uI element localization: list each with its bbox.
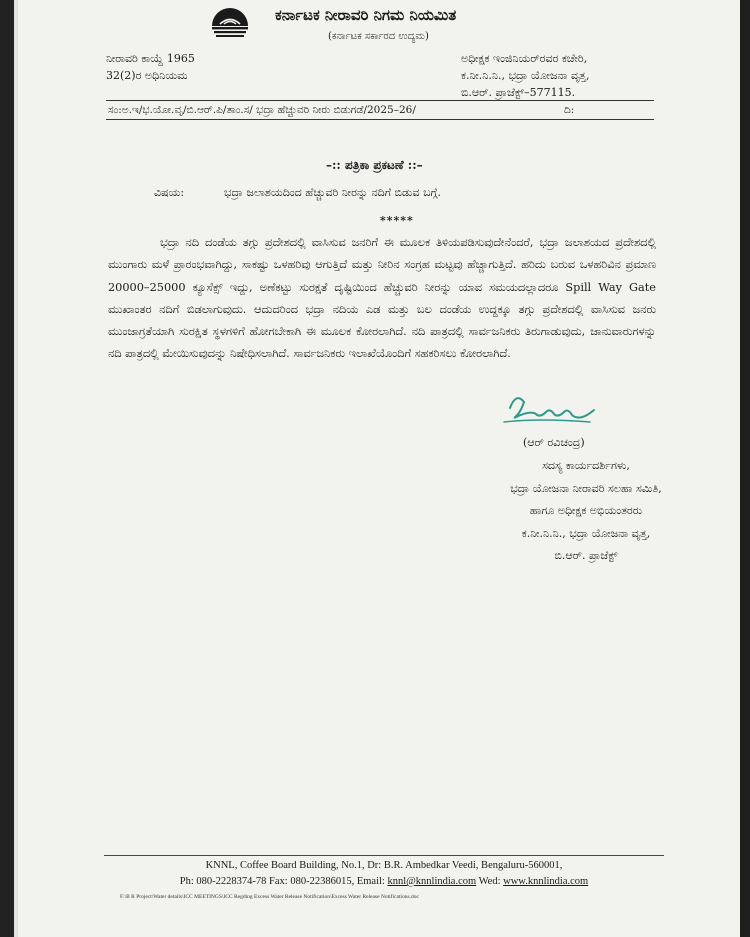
document-page xyxy=(18,0,740,937)
office-line-1: ಅಧೀಕ್ಷಕ ಇಂಜಿನಿಯರ್‌ರವರ ಕಚೇರಿ, xyxy=(461,52,588,65)
signatory-block xyxy=(456,455,716,568)
org-name: ಕರ್ನಾಟಕ ನೀರಾವರಿ ನಿಗಮ ನಿಯಮಿತ xyxy=(275,6,457,24)
signatory-line-5: ಬಿ.ಆರ್. ಪ್ರಾಜೆಕ್ಟ್ xyxy=(554,549,618,562)
signatory-line-2: ಭದ್ರಾ ಯೋಜನಾ ನೀರಾವರಿ ಸಲಹಾ ಸಮಿತಿ, xyxy=(510,481,662,495)
act-reference xyxy=(106,50,195,84)
reference-date-label: ದಿ: xyxy=(564,104,575,116)
subject-text: ಭದ್ರಾ ಜಲಾಶಯದಿಂದ ಹೆಚ್ಚುವರಿ ನೀರನ್ನು ನದಿಗೆ ಬಿಡುವ ಬಗ್ಗೆ. xyxy=(224,186,442,199)
signatory-line-1: ಸದಸ್ಯ ಕಾರ್ಯದರ್ಶಿಗಳು, xyxy=(542,459,630,472)
press-note-title: –:: ಪತ್ರಿಕಾ ಪ್ರಕಟಣೆ ::– xyxy=(326,158,423,172)
right-dark-edge xyxy=(740,0,750,937)
header-rule-bottom xyxy=(106,119,654,120)
signatory-line-3: ಹಾಗೂ ಅಧೀಕ್ಷಕ ಅಭಿಯಂತರರು xyxy=(529,504,643,517)
footer-rule xyxy=(104,855,664,856)
press-note-body: ಭದ್ರಾ ನದಿ ದಂಡೆಯ ತಗ್ಗು ಪ್ರದೇಶದಲ್ಲಿ ವಾಸಿಸುವ ಜನರಿಗೆ ಈ ಮೂಲಕ ತಿಳಿಯಪಡಿಸುವುದೇನೆಂದರೆ, ಭದ್ರಾ ಜಲಾಶಯದ ಪ್ರದೇಶದಲ್ಲಿ ಮುಂಗಾರು ಮಳೆ ಪ್ರಾರಂಭವಾಗಿದ್ದು, ಸಾಕಷ್ಟು ಒಳಹರಿವು ಆಗುತ್ತಿದೆ ಮತ್ತು ನೀರಿನ ಸಂಗ್ರಹ ಮಟ್ಟವು ಹೆಚ್ಚಾಗುತ್ತಿದೆ. ಹರಿದು ಬರುವ ಒಳಹರಿವಿನ ಪ್ರಮಾಣ 20000–25000 ಕ್ಯೂಸೆಕ್ಸ್ ಇದ್ದು, ಅಣೆಕಟ್ಟು ಸುರಕ್ಷತೆ ದೃಷ್ಟಿಯಿಂದ ಹೆಚ್ಚುವರಿ ನೀರನ್ನು ಯಾವ ಸಮಯದಲ್ಲಾದರೂ Spill Way Gate ಮುಖಾಂತರ ನದಿಗೆ ಬಿಡಲಾಗುವುದು. ಆದುದರಿಂದ ಭದ್ರಾ ನದಿಯ ಎಡ ಮತ್ತು ಬಲ ದಂಡೆಯ ಉದ್ದಕ್ಕೂ ತಗ್ಗು ಪ್ರದೇಶದಲ್ಲಿ ವಾಸಿಸುವ ಜನರು ಮುಂಜಾಗ್ರತೆಯಾಗಿ ಸುರಕ್ಷಿತ ಸ್ಥಳಗಳಿಗೆ ಹೋಗಬೇಕಾಗಿ ಈ ಮೂಲಕ ಕೋರಲಾಗಿದೆ. ನದಿ ಪಾತ್ರದಲ್ಲಿ ಸಾರ್ವಜನಿಕರು ತಿರುಗಾಡುವುದು, ಜಾನುವಾರುಗಳನ್ನು ನದಿ ಪಾತ್ರದಲ್ಲಿ ಮೇಯಿಸುವುದನ್ನು ನಿಷೇಧಿಸಲಾಗಿದೆ. ಸಾರ್ವಜನಿಕರು ಇಲಾಖೆಯೊಂದಿಗೆ ಸಹಕರಿಸಲು ಕೋರಲಾಗಿದೆ. xyxy=(108,236,656,361)
subject-label: ವಿಷಯ: xyxy=(154,186,185,199)
file-path: F:\B R Project\Water details\ICC MEETINGS\ICC Regding Excess Water Release Notification\Excess Water Release Notifications.doc xyxy=(120,894,419,900)
org-subtitle: (ಕರ್ನಾಟಕ ಸರ್ಕಾರದ ಉದ್ಯಮ) xyxy=(328,31,429,42)
knnl-logo-icon xyxy=(208,6,252,40)
separator-stars: ***** xyxy=(380,214,414,227)
left-dark-edge xyxy=(0,0,14,937)
footer-email-link[interactable]: knnl@knnlindia.com xyxy=(387,876,477,887)
signatory-line-4: ಕ.ನೀ.ನಿ.ನಿ., ಭದ್ರಾ ಯೋಜನಾ ವೃತ್ತ, xyxy=(521,526,651,540)
signatory-name: (ಆರ್ ರವಿಚಂದ್ರ) xyxy=(523,436,585,449)
act-line-2: 32(2)ರ ಅಧಿನಿಯಮ xyxy=(106,69,188,82)
act-line-1: ನೀರಾವರಿ ಕಾಯ್ದೆ 1965 xyxy=(106,52,195,65)
footer-website-link[interactable]: www.knnlindia.com xyxy=(503,876,589,887)
reference-number: ಸಂ:ಅ.ಇ/ಭ.ಯೋ.ವೃ/ಬಿ.ಆರ್.ಪಿ/ತಾಂ.ಸ/ ಭದ್ರಾ ಹೆಚ್ಚುವರಿ ನೀರು ಬಿಡುಗಡೆ/2025–26/ xyxy=(108,104,416,116)
footer-phone: Ph: 080-2228374-78 Fax: 080-22386015, Email: xyxy=(179,876,385,887)
office-line-2: ಕ.ನೀ.ನಿ.ನಿ., ಭದ್ರಾ ಯೋಜನಾ ವೃತ್ತ, xyxy=(461,69,590,82)
office-line-3: ಬಿ.ಆರ್. ಪ್ರಾಜೆಕ್ಟ್–577115. xyxy=(461,86,576,99)
footer-web-label: Wed: xyxy=(478,876,501,887)
footer-contact xyxy=(104,876,664,887)
office-address xyxy=(461,50,589,101)
header-rule-top xyxy=(106,100,654,101)
footer-address: KNNL, Coffee Board Building, No.1, Dr: B.R. Ambedkar Veedi, Bengaluru-560001, xyxy=(205,860,563,871)
